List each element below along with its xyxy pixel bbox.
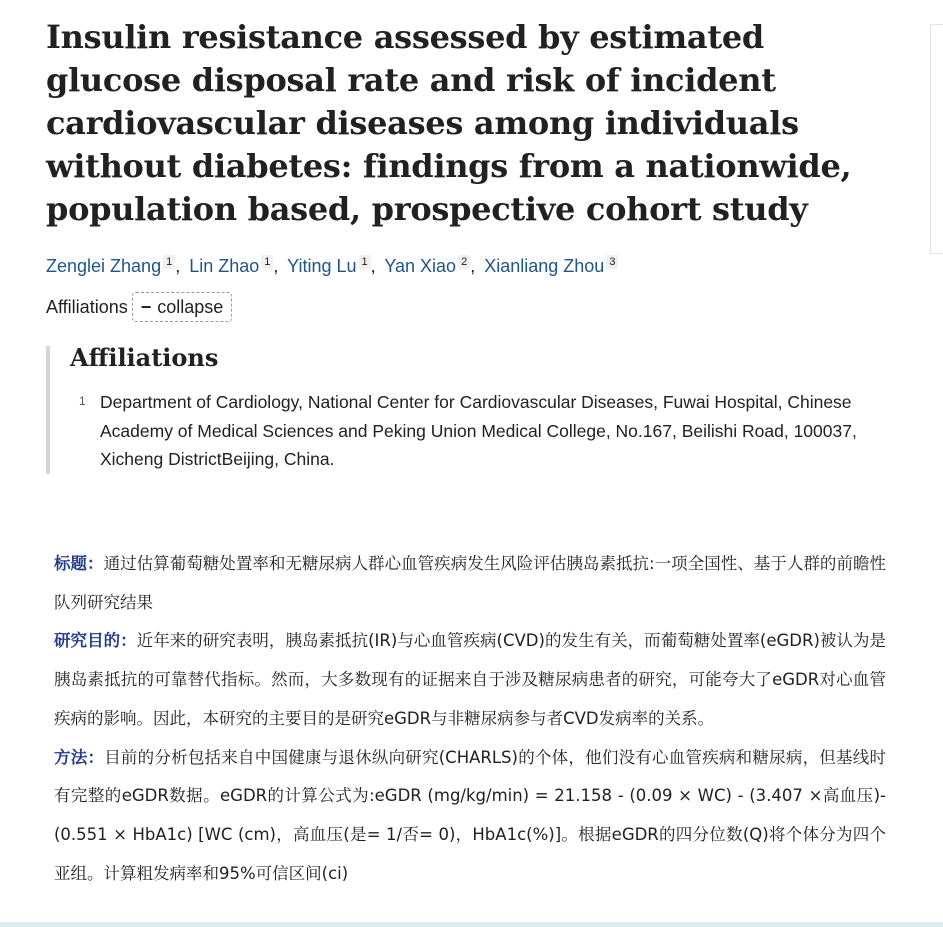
bottom-bar [0,922,943,927]
minus-icon: − [140,297,152,317]
author-affiliation-sup[interactable]: 2 [458,255,470,269]
author-link-yiting-lu[interactable]: Yiting Lu [287,256,357,276]
affiliations-toggle-row [46,292,232,322]
collapse-label: collapse [157,297,224,317]
summary-title-paragraph [54,545,886,622]
summary-title-label: 标题： [54,554,104,573]
affiliations-label: Affiliations [46,297,128,317]
article-title: Insulin resistance assessed by estimated glucose disposal rate and risk of incident cardiovascular diseases among individuals without diabetes: findings from a nationwide, population based, prospective cohort study [46,18,852,228]
summary-title-text: 通过估算葡萄糖处置率和无糖尿病人群心血管疾病发生风险评估胰岛素抵抗:一项全国性、基于人群的前瞻性队列研究结果 [54,554,887,612]
affiliation-number: 1 [79,394,86,408]
author-link-lin-zhao[interactable]: Lin Zhao [189,256,260,276]
author-separator: , [370,256,376,276]
author-affiliation-sup[interactable]: 1 [359,255,371,269]
summary-objective-paragraph [54,622,886,738]
affiliations-panel [46,343,900,474]
chinese-summary [54,545,886,893]
summary-methods-text: 目前的分析包括来自中国健康与退休纵向研究(CHARLS)的个体，他们没有心血管疾病和糖尿病，但基线时有完整的eGDR数据。eGDR的计算公式为:eGDR (mg/kg/min) = 21.158 - (0.09 × WC) - (3.407 ×高血压)- (0.551 × HbA1c) [WC (cm)，高血压(是= 1/否= 0)，HbA1c(%)]。根据eGDR的四分位数(Q)将个体分为四个亚组。计算粗发病率和95%可信区间(ci) [54,747,886,883]
author-separator: , [470,256,476,276]
author-separator: , [175,256,181,276]
summary-methods-label: 方法： [54,747,105,767]
author-affiliation-sup[interactable]: 1 [163,255,175,269]
summary-objective-text: 近年来的研究表明，胰岛素抵抗(IR)与心血管疾病(CVD)的发生有关，而葡萄糖处置率(eGDR)被认为是胰岛素抵抗的可靠替代指标。然而，大多数现有的证据来自于涉及糖尿病患者的研究，可能夸大了eGDR对心血管疾病的影响。因此，本研究的主要目的是研究eGDR与非糖尿病参与者CVD发病率的关系。 [54,631,887,728]
summary-objective-label: 研究目的： [54,631,137,651]
author-link-yan-xiao[interactable]: Yan Xiao [384,256,457,276]
affiliations-heading: Affiliations [70,343,219,372]
side-panel-edge[interactable] [930,24,943,254]
author-list [46,253,618,279]
affiliations-collapse-button[interactable] [132,292,233,322]
summary-methods-paragraph [54,739,886,894]
author-affiliation-sup[interactable]: 3 [606,255,618,269]
author-affiliation-sup[interactable]: 1 [261,255,273,269]
author-link-zenglei-zhang[interactable]: Zenglei Zhang [46,256,162,276]
affiliation-text: Department of Cardiology, National Center for Cardiovascular Diseases, Fuwai Hospital, Chinese Academy of Medical Sciences and Peking Union Medical College, No.167, Beilishi Road, 100037, Xicheng DistrictBeijing, China. [100,392,857,469]
author-link-xianliang-zhou[interactable]: Xianliang Zhou [484,256,605,276]
author-separator: , [273,256,279,276]
